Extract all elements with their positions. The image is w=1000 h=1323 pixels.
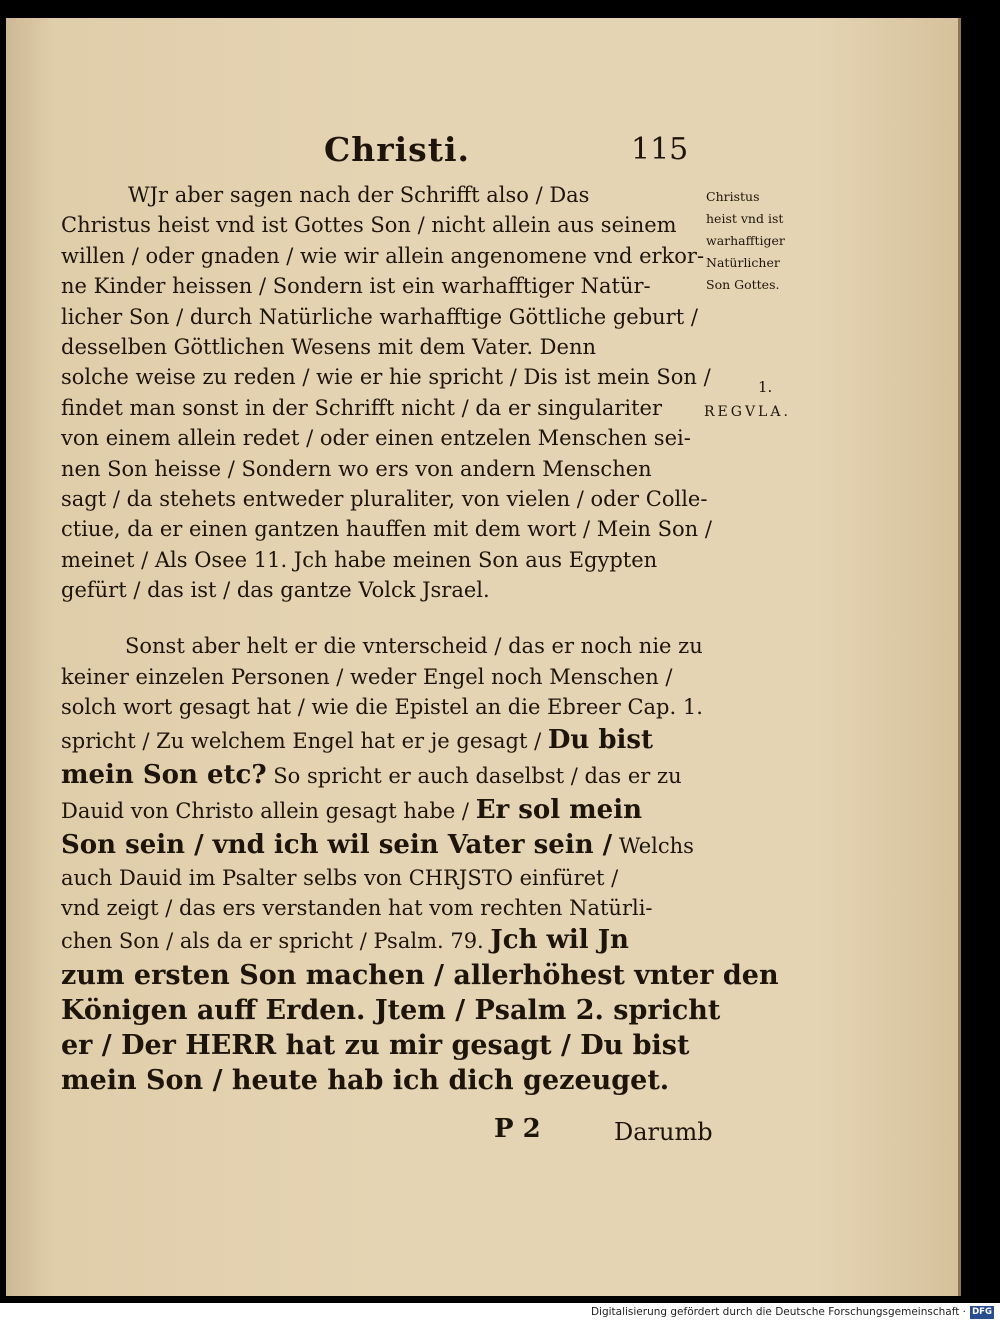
text-line: Christus heist vnd ist Gottes Son / nicht allein aus seinem xyxy=(61,213,677,238)
catchword: Darumb xyxy=(614,1118,713,1146)
text-line-large: mein Son / heute hab ich dich gezeuget. xyxy=(61,1065,670,1097)
text-line: nen Son heisse / Sondern wo ers von andern Menschen xyxy=(61,456,652,481)
emphasis-span: Son sein / vnd ich wil sein Vater sein / xyxy=(61,829,613,860)
funding-credit: Digitalisierung gefördert durch die Deutsche Forschungsgemeinschaft · xyxy=(590,1306,966,1318)
margin-note xyxy=(706,186,831,296)
text-line: ne Kinder heissen / Sondern ist ein warhafftiger Natür- xyxy=(61,274,651,299)
text-span: chen Son / als da er spricht / Psalm. 79. xyxy=(61,929,484,954)
text-span: Dauid von Christo allein gesagt habe / xyxy=(61,798,469,823)
margin-note-line: Son Gottes. xyxy=(706,277,780,292)
text-line-mixed xyxy=(61,793,709,828)
text-line-large: zum ersten Son machen / allerhöhest vnter den xyxy=(61,960,779,992)
margin-note-line: Christus xyxy=(706,189,760,204)
text-line: keiner einzelen Personen / weder Engel noch Menschen / xyxy=(61,664,673,689)
text-span: So spricht er auch daselbst / das er zu xyxy=(273,763,682,788)
text-line: ctiue, da er einen gantzen hauffen mit dem wort / Mein Son / xyxy=(61,517,712,542)
emphasis-span: Er sol mein xyxy=(475,794,642,825)
emphasis-span: Du bist xyxy=(547,724,654,755)
emphasis-span: mein Son etc? xyxy=(61,759,267,790)
running-title: Christi. xyxy=(324,130,471,169)
text-line: von einem allein redet / oder einen entzelen Menschen sei- xyxy=(61,426,691,451)
margin-note-line: heist vnd ist xyxy=(706,211,784,226)
text-line: willen / oder gnaden / wie wir allein angenomene vnd erkor- xyxy=(61,243,705,268)
text-line: findet man sonst in der Schrifft nicht / da er singulariter xyxy=(61,395,663,420)
page-header xyxy=(6,128,958,178)
text-line-mixed xyxy=(61,923,709,958)
text-line-mixed xyxy=(61,758,709,793)
regula-number: 1. xyxy=(758,378,773,396)
text-span: spricht / Zu welchem Engel hat er je gesagt / xyxy=(61,728,542,753)
page-foot xyxy=(6,1114,958,1154)
paragraph-gap xyxy=(61,605,709,631)
text-line: desselben Göttlichen Wesens mit dem Vater. Denn xyxy=(61,334,596,359)
text-line: licher Son / durch Natürliche warhafftige Göttliche geburt / xyxy=(61,304,698,329)
footer-bar xyxy=(0,1303,1000,1323)
page-number: 115 xyxy=(631,132,689,167)
text-line: meinet / Als Osee 11. Jch habe meinen Son aus Egypten xyxy=(61,547,658,572)
text-line-large: Königen auff Erden. Jtem / Psalm 2. spricht xyxy=(61,995,721,1027)
text-span: Welchs xyxy=(618,833,694,858)
book-page xyxy=(6,18,961,1296)
text-line: solche weise zu reden / wie er hie spricht / Dis ist mein Son / xyxy=(61,365,711,390)
regula-label: REGVLA. xyxy=(704,404,791,420)
text-line: Sonst aber helt er die vnterscheid / das er noch nie zu xyxy=(125,634,703,659)
text-line: WJr aber sagen nach der Schrifft also / Das xyxy=(128,183,590,207)
margin-note-line: Natürlicher xyxy=(706,255,780,270)
text-line-mixed xyxy=(61,723,709,758)
emphasis-span: Jch wil Jn xyxy=(490,925,629,956)
text-line: gefürt / das ist / das gantze Volck Jsrael. xyxy=(61,578,490,603)
margin-note-line: warhafftiger xyxy=(706,233,785,248)
text-line: auch Dauid im Psalter selbs von CHRJSTO einfüret / xyxy=(61,865,619,890)
dfg-logo: DFG xyxy=(970,1306,994,1319)
text-line: sagt / da stehets entweder pluraliter, von vielen / oder Colle- xyxy=(61,486,708,511)
signature-mark: P 2 xyxy=(494,1114,541,1144)
text-line-large: er / Der HERR hat zu mir gesagt / Du bist xyxy=(61,1030,690,1062)
text-line-mixed xyxy=(61,828,709,863)
text-line: vnd zeigt / das ers verstanden hat vom rechten Natürli- xyxy=(61,896,653,921)
text-line: solch wort gesagt hat / wie die Epistel an die Ebreer Cap. 1. xyxy=(61,695,703,720)
